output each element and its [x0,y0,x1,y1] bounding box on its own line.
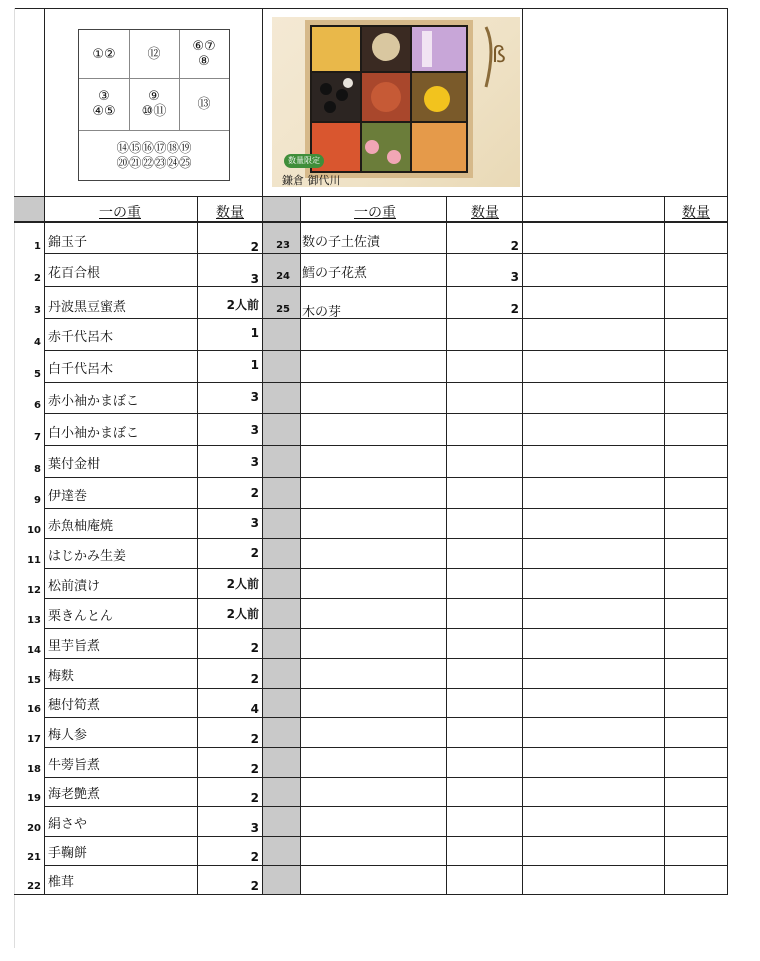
table-rule [44,382,728,383]
item-name: 白小袖かまぼこ [48,426,140,441]
table-rule [44,717,728,718]
item-name: 松前漬け [48,579,101,594]
table-vrule [300,196,301,895]
item-name: 葉付金柑 [48,457,101,472]
table-rule [44,286,728,287]
top-border [14,8,728,9]
osechi-photo [272,17,520,187]
item-qty: 2 [250,762,259,776]
diagram-cell: ⑥⑦ ⑧ [192,39,216,69]
row-number: 8 [34,464,41,475]
item-qty: 2 [250,546,259,560]
item-qty: 2 [510,302,519,316]
row-number: 2 [34,273,41,284]
table-rule [44,658,728,659]
table-vrule [522,196,523,895]
item-name: 里芋旨煮 [48,639,101,654]
row-number: 10 [27,525,41,536]
item-name: 鱈の子花煮 [302,266,368,281]
item-name: 椎茸 [48,875,75,890]
row-number: 21 [27,852,41,863]
table-rule [14,196,728,197]
item-qty: 2 [250,240,259,254]
item-name: 手鞠餅 [48,846,88,861]
row-number: 5 [34,369,41,380]
item-name: 木の芽 [302,305,342,320]
item-qty: 3 [250,516,259,530]
photo-corner-glyph: ß [492,43,506,68]
item-qty: 3 [510,270,519,284]
row-number: 18 [27,764,41,775]
item-name: 数の子土佐漬 [302,235,381,250]
item-qty: 3 [250,455,259,469]
table-rule [44,538,728,539]
item-qty: 2 [250,486,259,500]
mid-qty-header: 数量 [471,205,499,221]
row-number: 1 [34,241,41,252]
item-qty: 1 [250,358,259,372]
item-qty: 2人前 [226,298,259,312]
item-qty: 2 [250,672,259,686]
row-number: 14 [27,645,41,656]
left-margin-line [14,8,15,948]
item-qty: 2 [250,732,259,746]
item-name: 白千代呂木 [48,362,114,377]
table-rule [44,508,728,509]
table-rule [44,598,728,599]
item-qty: 3 [250,423,259,437]
item-name: はじかみ生姜 [48,549,127,564]
table-rule [44,777,728,778]
header-divider [262,8,263,196]
row-number: 13 [27,615,41,626]
item-qty: 2 [250,791,259,805]
table-rule [44,806,728,807]
mid-number-column [263,196,300,895]
item-qty: 2 [250,850,259,864]
table-rule [44,253,728,254]
item-name: 梅人参 [48,728,88,743]
row-number: 24 [276,271,290,282]
item-qty: 3 [250,272,259,286]
left-number-column-header [14,196,44,222]
row-number: 23 [276,240,290,251]
table-rule [44,836,728,837]
table-rule [44,445,728,446]
right-border [727,8,728,895]
left-qty-header: 数量 [216,205,244,221]
item-name: 丹波黒豆蜜煮 [48,300,127,315]
row-number: 9 [34,495,41,506]
item-qty: 3 [250,821,259,835]
table-vrule [262,196,263,895]
item-name: 錦玉子 [48,235,88,250]
row-number: 7 [34,432,41,443]
table-vrule [197,196,198,895]
diagram-cell: ⑬ [197,96,211,112]
table-vrule [44,196,45,895]
item-qty: 2 [250,641,259,655]
table-rule [44,318,728,319]
item-name: 伊達巻 [48,489,88,504]
photo-caption: 鎌倉 御代川 [282,174,341,187]
right-qty-header: 数量 [682,205,710,221]
table-rule [44,477,728,478]
item-name: 赤魚柚庵焼 [48,519,114,534]
table-vrule [664,196,665,895]
header-divider [44,8,45,196]
row-number: 17 [27,734,41,745]
row-number: 22 [27,881,41,892]
item-qty: 3 [250,390,259,404]
item-name: 牛蒡旨煮 [48,758,101,773]
diagram-cell: ①② [92,46,116,62]
item-name: 赤千代呂木 [48,330,114,345]
table-rule [44,747,728,748]
mid-name-header: 一の重 [354,205,396,221]
item-qty: 2人前 [226,577,259,591]
row-number: 12 [27,585,41,596]
limited-badge: 数量限定 [284,154,324,168]
item-qty: 2 [250,879,259,893]
item-name: 栗きんとん [48,609,114,624]
diagram-cell: ⑫ [147,46,161,62]
row-number: 16 [27,704,41,715]
item-qty: 4 [250,702,259,716]
row-number: 6 [34,400,41,411]
diagram-cell: ⑭⑮⑯⑰⑱⑲ ⑳㉑㉒㉓㉔㉕ [116,140,192,170]
diagram-cell: ⑨ ⑩⑪ [141,89,167,119]
header-divider [522,8,523,196]
left-name-header: 一の重 [99,205,141,221]
jubako-layout-diagram [78,29,230,181]
table-rule [44,568,728,569]
diagram-cell: ③ ④⑤ [92,89,116,119]
table-rule [44,865,728,866]
row-number: 11 [27,555,41,566]
item-name: 海老艶煮 [48,787,101,802]
table-rule [44,688,728,689]
item-name: 梅麩 [48,669,75,684]
item-qty: 2 [510,239,519,253]
item-qty: 2人前 [226,607,259,621]
item-qty: 1 [250,326,259,340]
row-number: 19 [27,793,41,804]
table-rule [14,894,728,895]
item-name: 穂付筍煮 [48,698,101,713]
row-number: 15 [27,675,41,686]
table-rule [44,413,728,414]
item-name: 花百合根 [48,266,101,281]
table-rule [44,350,728,351]
row-number: 3 [34,305,41,316]
table-rule [44,628,728,629]
row-number: 4 [34,337,41,348]
item-name: 絹さや [48,817,88,832]
item-name: 赤小袖かまぼこ [48,394,140,409]
table-vrule [446,196,447,895]
row-number: 20 [27,823,41,834]
row-number: 25 [276,304,290,315]
